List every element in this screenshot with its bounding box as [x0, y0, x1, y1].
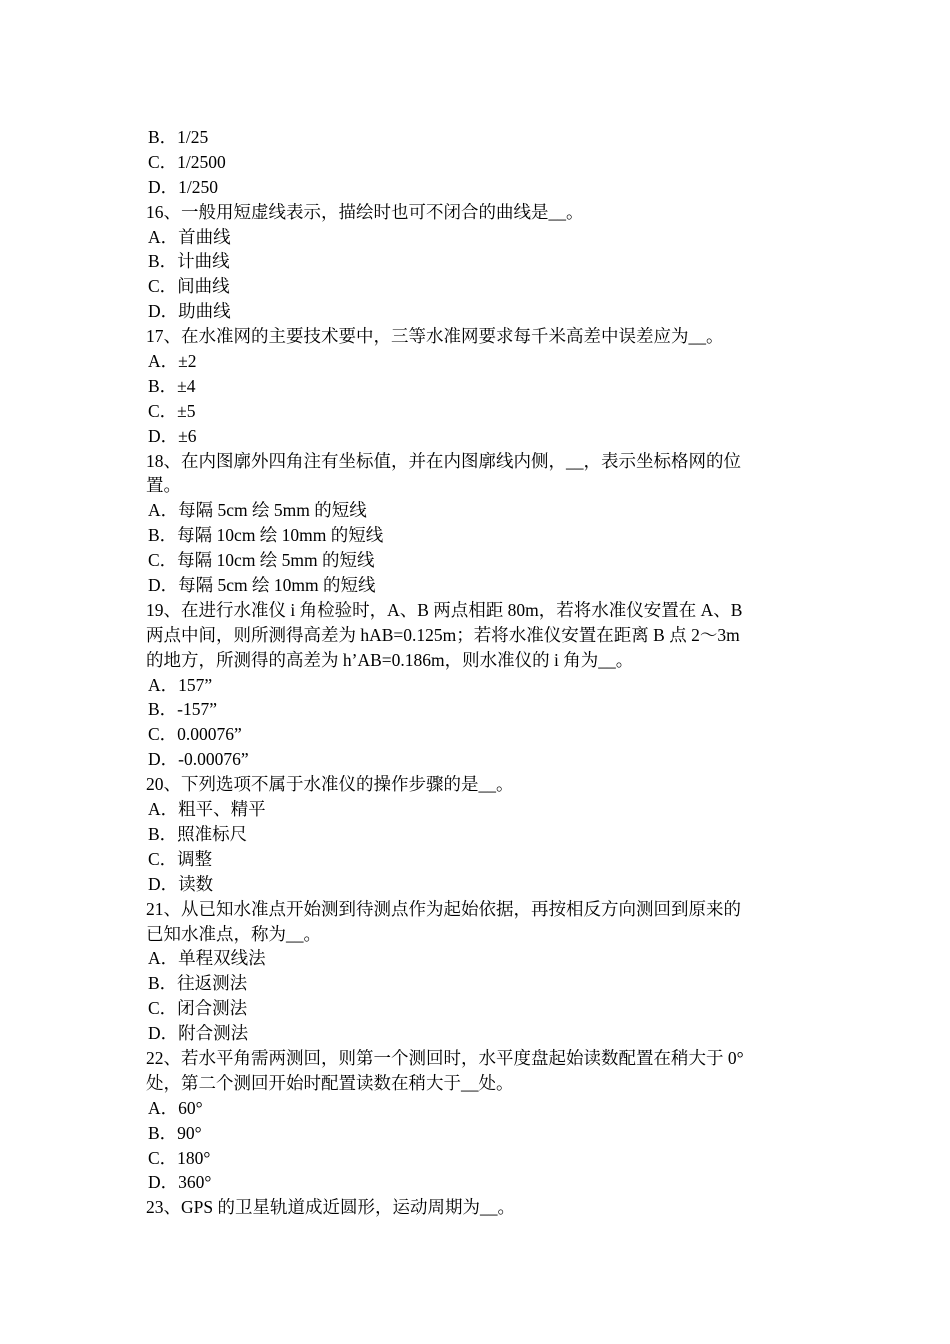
question-19-stem: 19、在进行水准仪 i 角检验时，A、B 两点相距 80m，若将水准仪安置在 A、B [146, 599, 743, 620]
option-line: A．首曲线 [148, 226, 231, 247]
question-19-stem-cont: 的地方，所测得的高差为 h’AB=0.186m，则水准仪的 i 角为__。 [146, 649, 634, 670]
option-line: D．±6 [148, 425, 197, 446]
option-line: A．每隔 5cm 绘 5mm 的短线 [148, 500, 367, 521]
option-line: A．±2 [148, 351, 197, 372]
option-line: D．360° [148, 1172, 212, 1193]
option-line: D．1/250 [148, 176, 218, 197]
question-23-stem: 23、GPS 的卫星轨道成近圆形，运动周期为__。 [146, 1197, 515, 1218]
question-21-stem: 21、从已知水准点开始测到待测点作为起始依据，再按相反方向测回到原来的 [146, 898, 741, 919]
option-line: C．间曲线 [148, 276, 230, 297]
question-19-stem-cont: 两点中间，则所测得高差为 hAB=0.125m；若将水准仪安置在距离 B 点 2～3m [146, 624, 740, 645]
question-22-stem: 22、若水平角需两测回，则第一个测回时，水平度盘起始读数配置在稍大于 0° [146, 1047, 744, 1068]
question-18-stem: 18、在内图廓外四角注有坐标值，并在内图廓线内侧，__，表示坐标格网的位 [146, 450, 741, 471]
question-list [146, 125, 810, 1220]
option-line: B．90° [148, 1122, 202, 1143]
option-line: C．闭合测法 [148, 998, 248, 1019]
question-18-stem-cont: 置。 [146, 475, 181, 496]
option-line: A．157” [148, 674, 213, 695]
option-line: C．±5 [148, 400, 196, 421]
question-21-stem-cont: 已知水准点，称为__。 [146, 923, 321, 944]
option-line: C．180° [148, 1147, 211, 1168]
option-line: B．计曲线 [148, 251, 230, 272]
option-line: A．粗平、精平 [148, 799, 266, 820]
option-line: B．1/25 [148, 127, 209, 147]
option-line: B．±4 [148, 375, 196, 396]
option-line: D．-0.00076” [148, 749, 249, 770]
question-20-stem: 20、下列选项不属于水准仪的操作步骤的是__。 [146, 774, 514, 795]
option-line: B．往返测法 [148, 973, 248, 994]
option-line: D．附合测法 [148, 1023, 249, 1044]
question-17-stem: 17、在水准网的主要技术要中，三等水准网要求每千米高差中误差应为__。 [146, 326, 724, 347]
option-line: D．读数 [148, 873, 214, 894]
option-line: C．0.00076” [148, 724, 242, 745]
option-line: D．助曲线 [148, 301, 231, 322]
option-line: D．每隔 5cm 绘 10mm 的短线 [148, 575, 376, 596]
question-22-stem-cont: 处，第二个测回开始时配置读数在稍大于__处。 [146, 1072, 514, 1093]
option-line: C．调整 [148, 848, 213, 869]
question-16-stem: 16、一般用短虚线表示，描绘时也可不闭合的曲线是__。 [146, 201, 584, 222]
option-line: B．每隔 10cm 绘 10mm 的短线 [148, 525, 384, 546]
option-line: A．60° [148, 1097, 203, 1118]
option-line: C．1/2500 [148, 151, 226, 172]
option-line: C．每隔 10cm 绘 5mm 的短线 [148, 550, 375, 571]
option-line: B．-157” [148, 699, 218, 720]
option-line: A．单程双线法 [148, 948, 266, 969]
option-line: B．照准标尺 [148, 823, 248, 844]
